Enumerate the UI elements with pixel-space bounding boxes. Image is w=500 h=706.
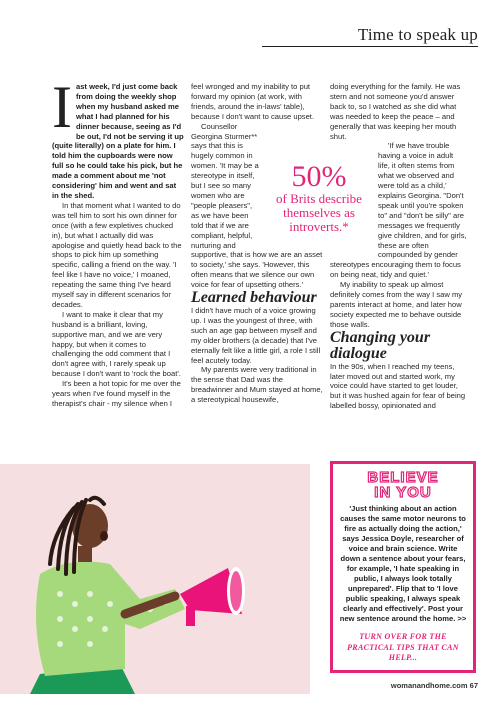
subhead-changing-dialogue: Changing your dialogue [330,328,431,362]
footer-site: womanandhome.com [390,681,468,690]
pull-quote [268,160,370,234]
article-column-1 [52,74,184,409]
header-rule [262,46,478,47]
tipbox-body: 'Just thinking about an action causes the same motor neurons to fire as actually doing the action,' says Jessica Doyle, researcher of voice and brain science. Write down a sentence about your fears, for example, 'I hate speaking in public, I always look totally unprepared'. Flip that to 'I love public speaking, I always speak clearly and effectively'. Post your new sentence around the home. >> [339,504,467,623]
page-number: 67 [469,681,478,690]
article-column-3 [330,82,467,411]
article-column-2 [191,82,323,405]
tipbox-title-line1: BELIEVE [367,469,439,486]
footer [391,681,478,690]
paragraph: doing everything for the family. He was stern and not someone you'd answer back to, so I watched as she did what was needed to keep the peace – and generally that was keeping her mouth shut. [330,82,461,141]
section-title: Time to speak up [357,25,478,44]
turn-over-link[interactable]: TURN OVER FOR THE PRACTICAL TIPS THAT CAN HELP... [347,632,459,662]
paragraph: feel wronged and my inability to put forward my opinion (at work, with friends, around the in-laws' table), because I don't want to cause upset. [191,82,315,121]
believe-in-you-box [330,461,476,673]
paragraph: My inability to speak up almost definitely comes from the way I saw my parents interact at home, and later how society expected me to behave outside those walls. [330,280,463,329]
subhead-learned-behaviour: Learned behaviour [191,289,317,307]
drop-cap: I [52,74,72,140]
paragraph: 'If we have trouble having a voice in adult life, it often stems from what we observed and were told as a child,' explains Georgina. "Don't speak until you're spoken to" and "don't be silly" are messages we frequently give children, and for girls, these are often compounded by gender stereotypes encouraging them to focus on being neat, tidy and quiet.' [330,141,467,280]
woman-megaphone-illustration [0,464,310,694]
pull-quote-text: of Brits describe themselves as introverts.* [276,191,362,234]
pull-quote-number: 50% [291,160,347,193]
article-lead: ast week, I'd just come back from doing the weekly shop when my husband asked me what I had planned for his dinner because, seeing as I'd be out, I'd not be serving it up (quite literally) on a plate for him. I told him the cupboards were now full so he could take his pick, but he made a comment about me 'not considering' him and went and sat in the shed. [52,82,184,200]
paragraph: In the 90s, when I reached my teens, later moved out and started work, my voice could have started to get louder, but it was hushed again for fear of being labelled bossy, opinionated and [330,361,466,411]
paragraph: Counsellor Georgina Sturmer** says that this is hugely common in women. 'It may be a stereotype in itself, but I see so many women who are "people pleasers", as we have been told that if we are compliant, helpful, nurturing and supportive, that is how we are an asset to society,' she says. 'However, this often means that we silence our own voice for fear of upsetting others.' [191,121,323,290]
paragraph: It's been a hot topic for me over the years when I've found myself in the therapist's chair - my silence when I [52,379,181,408]
paragraph: I want to make it clear that my husband is a brilliant, loving, supportive man, and we are very happy, but when it comes to challenging the odd comment that I don't agree with, I rarely speak up because I don't want to 'rock the boat'. [52,309,181,379]
paragraph: In that moment what I wanted to do was tell him to sort his own dinner for once (with a few expletives chucked in), but what I actually did was apologise and quietly head back to the shops to pick him up something specific, calling a friend on the way. 'I feel like I have no voice,' I moaned, repeating the same thing I've heard myself say in different scenarios for decades. [52,200,182,309]
photo-woman-megaphone [0,464,310,694]
paragraph: My parents were very traditional in the sense that Dad was the breadwinner and Mum stayed at home, a stereotypical housewife, [191,365,323,405]
paragraph: I didn't have much of a voice growing up. I was the youngest of three, with such an age gap between myself and my older brothers (a decade) that I've eternally felt like a little girl, a role I still feel acutely today. [191,306,321,365]
tipbox-title-line2: IN YOU [374,484,432,501]
